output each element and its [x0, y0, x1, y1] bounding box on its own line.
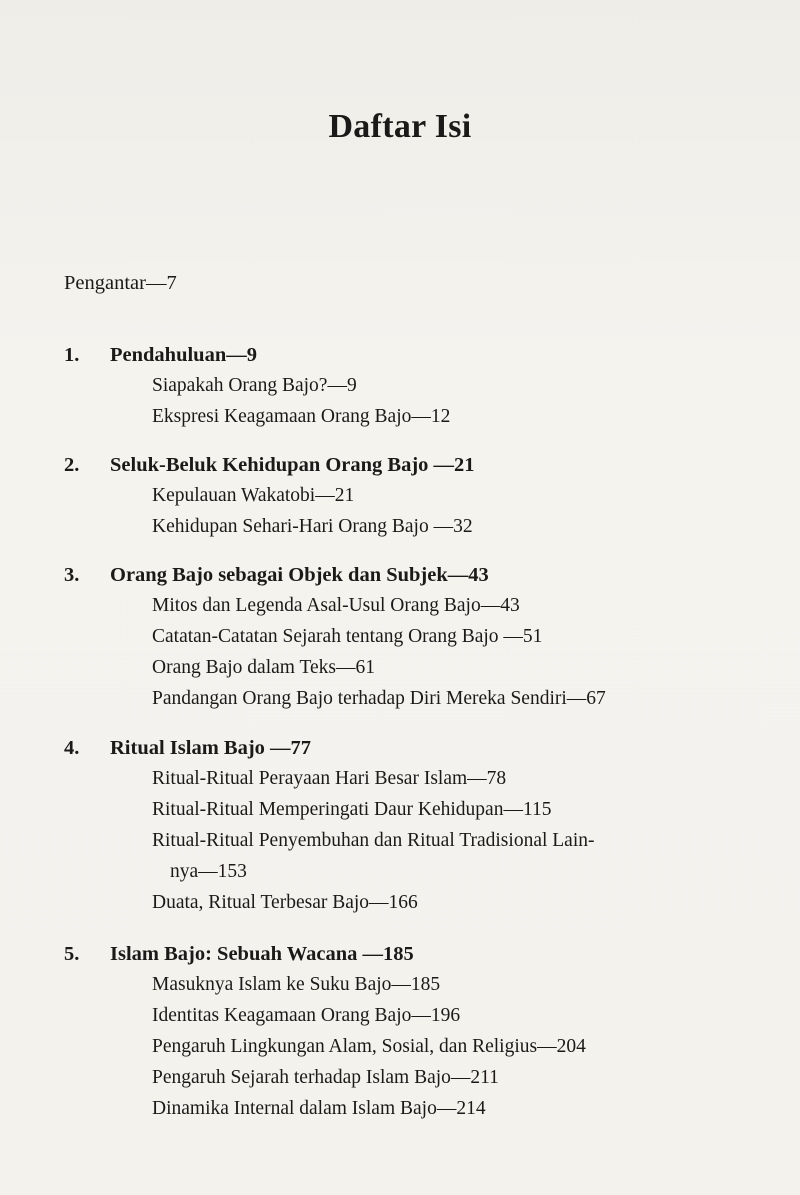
- toc-chapter-3: [64, 560, 606, 714]
- toc-entry: Orang Bajo dalam Teks—61: [152, 657, 376, 678]
- chapter-heading: [64, 733, 595, 763]
- toc-chapter-4: [64, 733, 595, 918]
- toc-entry: Masuknya Islam ke Suku Bajo—185: [152, 974, 441, 995]
- chapter-heading: [64, 450, 475, 480]
- chapter-title: Orang Bajo sebagai Objek dan Subjek—43: [110, 564, 489, 586]
- toc-chapter-5: [64, 939, 586, 1124]
- toc-entry: Ritual-Ritual Perayaan Hari Besar Islam—78: [152, 768, 507, 789]
- toc-entry-continuation: nya—153: [170, 861, 247, 882]
- chapter-title: Pendahuluan—9: [110, 344, 257, 366]
- chapter-heading: [64, 939, 586, 969]
- chapter-number: 1.: [64, 344, 80, 366]
- chapter-title: Islam Bajo: Sebuah Wacana —185: [110, 943, 414, 965]
- toc-entry: Kehidupan Sehari-Hari Orang Bajo —32: [152, 516, 473, 537]
- toc-entry: Ekspresi Keagamaan Orang Bajo—12: [152, 406, 451, 427]
- toc-entry: Kepulauan Wakatobi—21: [152, 485, 355, 506]
- toc-entry: Pandangan Orang Bajo terhadap Diri Mereka Sendiri—67: [152, 688, 606, 709]
- chapter-heading: [64, 340, 450, 370]
- toc-entry: Pengaruh Sejarah terhadap Islam Bajo—211: [152, 1067, 499, 1088]
- toc-entry: Dinamika Internal dalam Islam Bajo—214: [152, 1098, 486, 1119]
- chapter-number: 5.: [64, 943, 80, 965]
- chapter-number: 4.: [64, 737, 80, 759]
- page-title: Daftar Isi: [328, 108, 472, 145]
- chapter-title: Seluk-Beluk Kehidupan Orang Bajo —21: [110, 454, 475, 476]
- toc-entry: Catatan-Catatan Sejarah tentang Orang Bajo —51: [152, 626, 543, 647]
- toc-entry: Mitos dan Legenda Asal-Usul Orang Bajo—43: [152, 595, 520, 616]
- toc-chapter-1: [64, 340, 450, 432]
- chapter-title: Ritual Islam Bajo —77: [110, 737, 312, 759]
- toc-entry: Siapakah Orang Bajo?—9: [152, 375, 357, 396]
- toc-entry: Ritual-Ritual Memperingati Daur Kehidupan—115: [152, 799, 552, 820]
- chapter-number: 2.: [64, 454, 80, 476]
- chapter-heading: [64, 560, 606, 590]
- toc-entry: Identitas Keagamaan Orang Bajo—196: [152, 1005, 461, 1026]
- toc-entry: Ritual-Ritual Penyembuhan dan Ritual Tradisional Lain-: [152, 830, 595, 851]
- chapter-number: 3.: [64, 564, 80, 586]
- toc-entry: Duata, Ritual Terbesar Bajo—166: [152, 892, 418, 913]
- toc-chapter-2: [64, 450, 475, 542]
- toc-intro: Pengantar—7: [64, 272, 177, 294]
- toc-entry: Pengaruh Lingkungan Alam, Sosial, dan Religius—204: [152, 1036, 586, 1057]
